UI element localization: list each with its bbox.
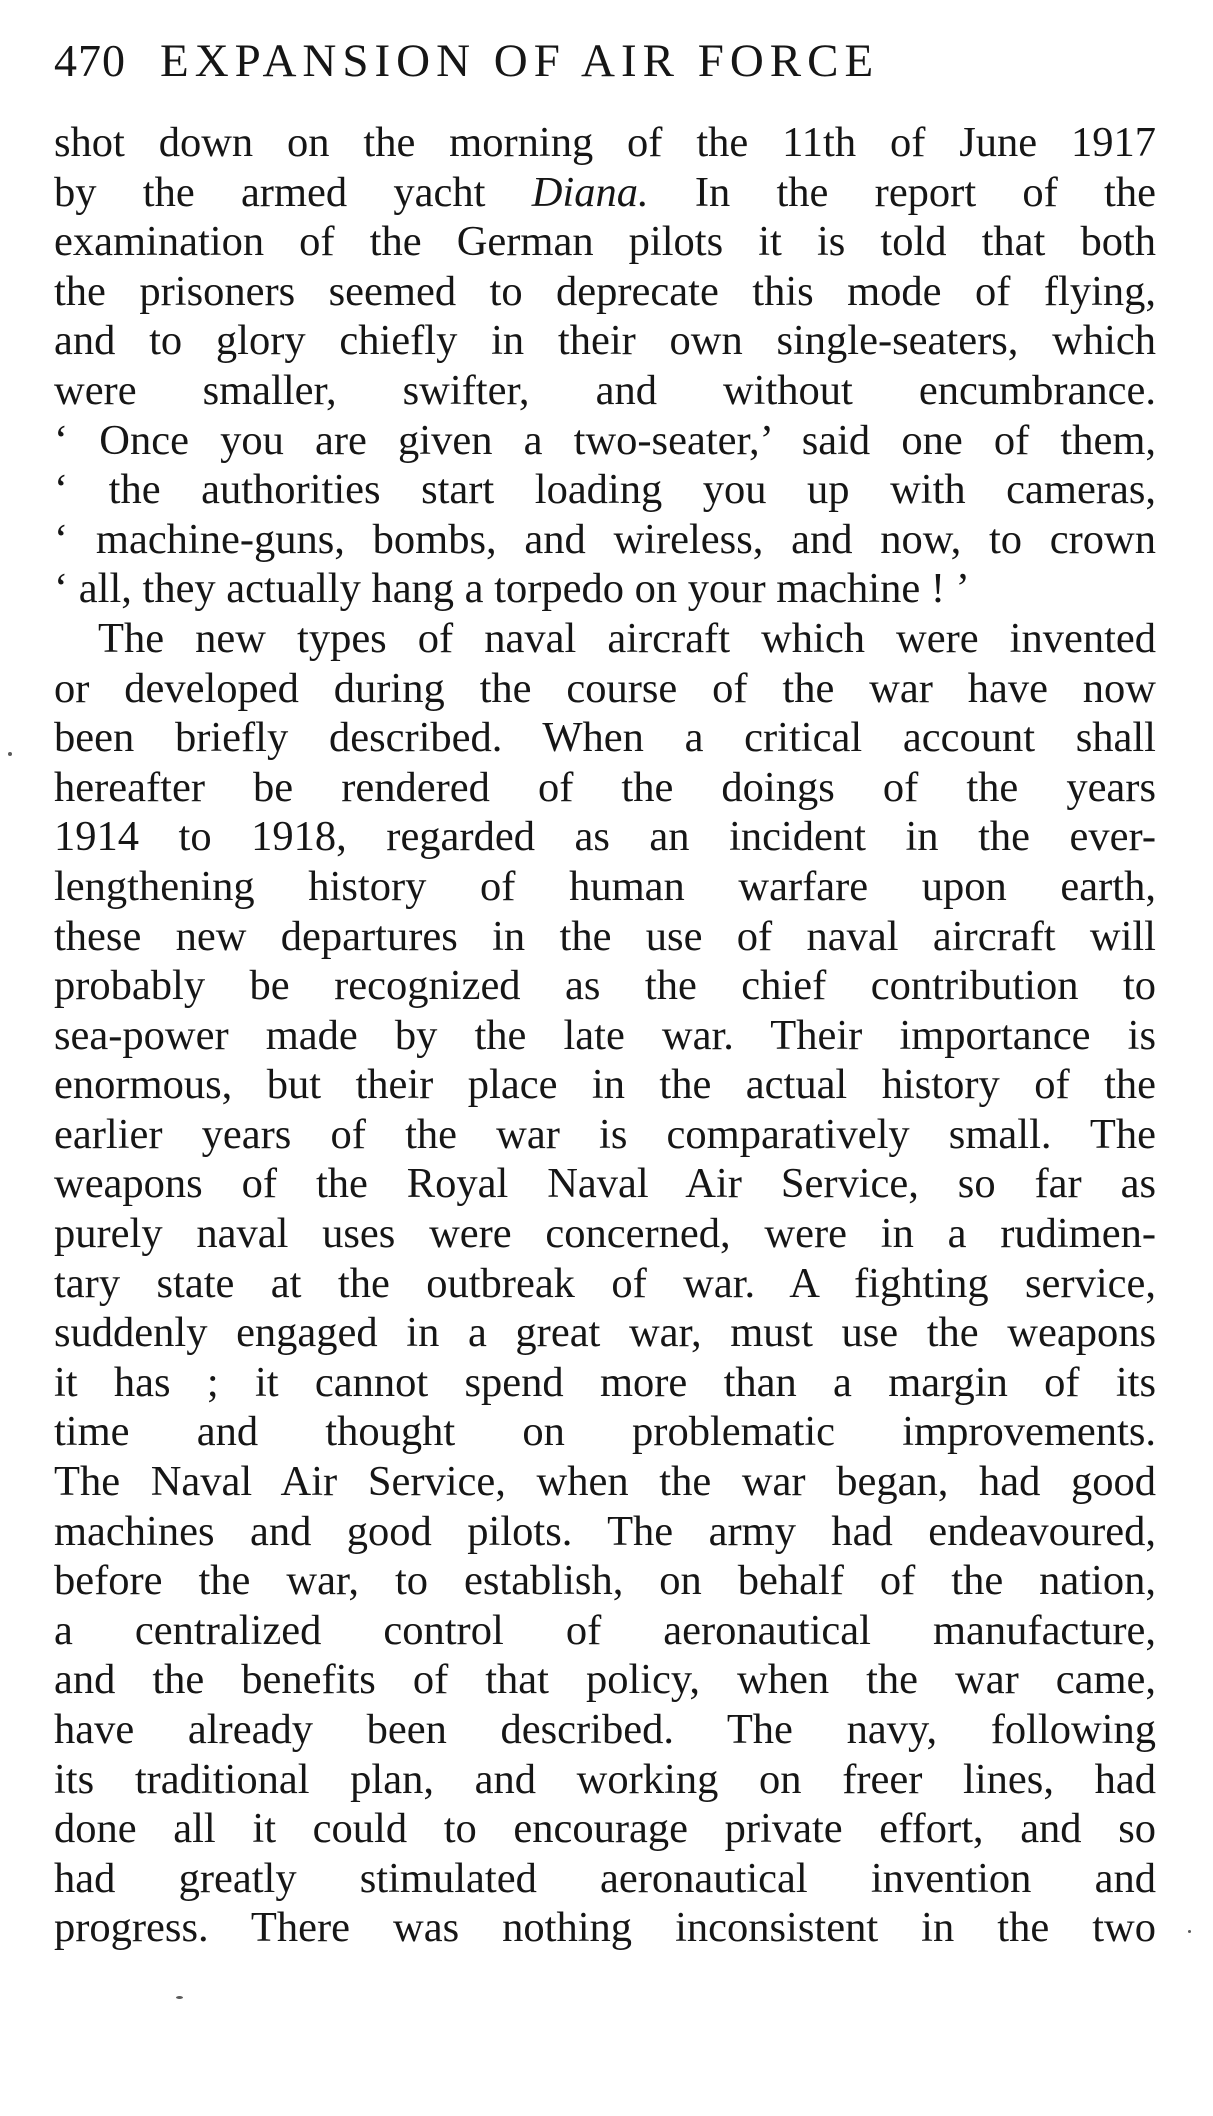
text-line: and the benefits of that policy, when the war came, [54, 1656, 1156, 1704]
text-line: lengthening history of human warfare upon earth, [54, 862, 1156, 910]
text-line: ‘ the authorities start loading you up with cameras, [54, 466, 1156, 514]
text-segment: In the report of the [648, 168, 1156, 216]
body-text [54, 118, 1156, 1953]
text-line: a centralized control of aeronautical manufacture, [54, 1606, 1156, 1654]
text-line: examination of the German pilots it is told that both [54, 218, 1156, 266]
text-line: have already been described. The navy, following [54, 1706, 1156, 1753]
text-line: done all it could to encourage private effort, and so [54, 1805, 1156, 1853]
text-line [54, 168, 1156, 218]
text-line: or developed during the course of the war have now [54, 664, 1156, 712]
text-line: the prisoners seemed to deprecate this mode of flying, [54, 267, 1156, 315]
text-line: purely naval uses were concerned, were in a rudimen- [54, 1210, 1156, 1258]
text-line: were smaller, swifter, and without encumbrance. [54, 366, 1156, 414]
text-line: been briefly described. When a critical account shall [54, 714, 1156, 762]
text-line: tary state at the outbreak of war. A fighting service, [54, 1259, 1156, 1307]
text-line: ‘ Once you are given a two-seater,’ said one of them, [54, 416, 1156, 464]
text-line: ‘ machine-guns, bombs, and wireless, and now, to crown [54, 515, 1156, 563]
text-line: sea-power made by the late war. Their importance is [54, 1011, 1156, 1059]
text-line: time and thought on problematic improvements. [54, 1408, 1156, 1456]
text-line: The Naval Air Service, when the war began, had good [54, 1458, 1156, 1506]
ink-speck [176, 1996, 183, 1999]
text-line: 1914 to 1918, regarded as an incident in the ever- [54, 813, 1156, 861]
ink-speck [8, 752, 12, 756]
paragraph-first-line: The new types of naval aircraft which were invented [98, 614, 1156, 662]
ship-name: Diana. [531, 168, 649, 216]
text-line: had greatly stimulated aeronautical invention and [54, 1854, 1156, 1902]
text-line: machines and good pilots. The army had endeavoured, [54, 1507, 1156, 1555]
running-head: EXPANSION OF AIR FORCE [160, 35, 880, 87]
page-header [54, 34, 1014, 96]
text-segment: by the armed yacht [54, 168, 532, 216]
text-line: and to glory chiefly in their own single-seaters, which [54, 317, 1156, 365]
text-line: suddenly engaged in a great war, must use the weapons [54, 1309, 1156, 1357]
text-line: hereafter be rendered of the doings of the years [54, 763, 1156, 811]
text-line: weapons of the Royal Naval Air Service, so far as [54, 1160, 1156, 1208]
text-line: shot down on the morning of the 11th of June 1917 [54, 119, 1156, 166]
text-line: these new departures in the use of naval aircraft will [54, 912, 1156, 960]
text-line: before the war, to establish, on behalf of the nation, [54, 1557, 1156, 1605]
ink-speck [1188, 1930, 1191, 1933]
text-line: earlier years of the war is comparatively small. The [54, 1110, 1156, 1158]
text-line: it has ; it cannot spend more than a margin of its [54, 1358, 1156, 1406]
text-line: enormous, but their place in the actual history of the [54, 1061, 1156, 1109]
text-line: its traditional plan, and working on freer lines, had [54, 1755, 1156, 1803]
text-line: progress. There was nothing inconsistent in the two [54, 1904, 1156, 1952]
text-line: ‘ all, they actually hang a torpedo on your machine ! ’ [54, 565, 970, 613]
page-number: 470 [54, 35, 126, 86]
text-line: probably be recognized as the chief contribution to [54, 962, 1156, 1010]
